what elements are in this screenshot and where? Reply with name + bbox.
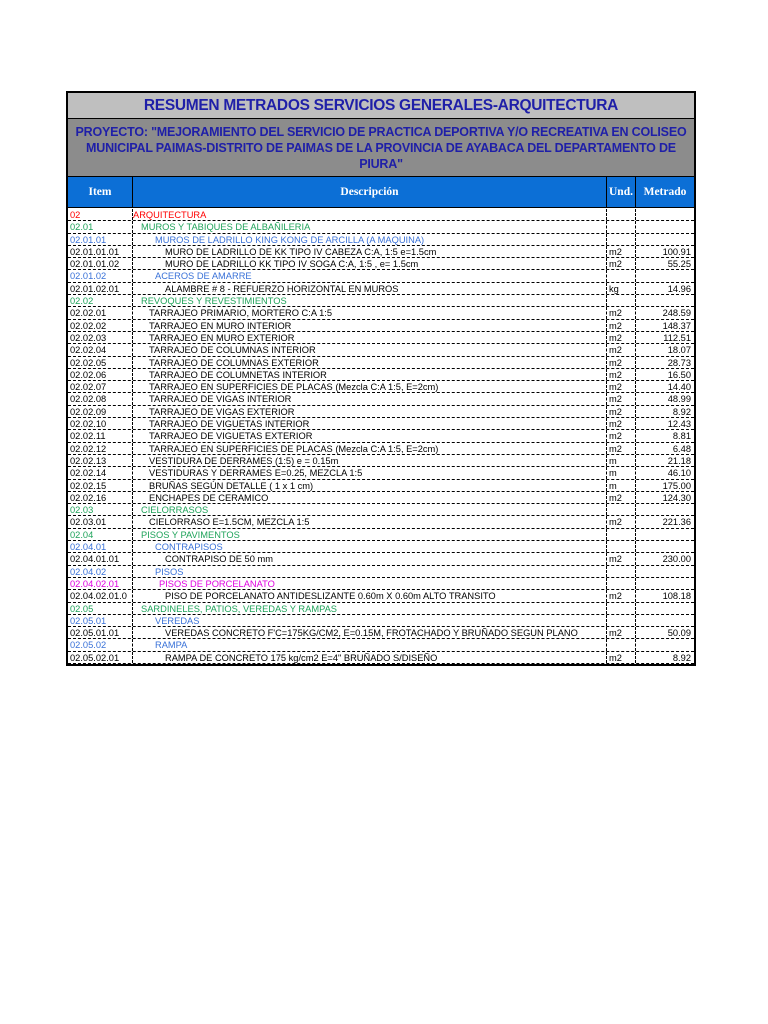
table-row <box>68 258 694 270</box>
cell-quantity: 175.00 <box>662 480 691 491</box>
table-row <box>68 369 694 381</box>
cell-unit: m2 <box>607 246 636 257</box>
table-row <box>68 578 694 590</box>
cell-description: MUROS DE LADRILLO KING KONG DE ARCILLA (A MAQUINA) <box>133 234 607 245</box>
table-row <box>68 467 694 479</box>
table-row <box>68 307 694 319</box>
cell-item-code: 02.02.05 <box>68 357 133 368</box>
cell-unit: m2 <box>607 443 636 454</box>
cell-unit: m2 <box>607 307 636 318</box>
table-row <box>68 590 694 602</box>
cell-unit: m2 <box>607 430 636 441</box>
cell-unit <box>607 221 636 232</box>
table-row <box>68 234 694 246</box>
cell-description: CONTRAPISO DE 50 mm <box>133 553 607 564</box>
cell-description: TARRAJEO DE VIGUETAS INTERIOR <box>133 418 607 429</box>
cell-item-code: 02.01.01 <box>68 234 133 245</box>
cell-unit <box>607 209 636 220</box>
cell-quantity <box>636 529 694 540</box>
table-row <box>68 270 694 282</box>
cell-item-code: 02.02.11 <box>68 430 133 441</box>
table-row <box>68 406 694 418</box>
cell-quantity: 14.40 <box>667 382 691 393</box>
cell-description: ALAMBRE # 8 - REFUERZO HORIZONTAL EN MUROS <box>133 283 607 294</box>
cell-quantity <box>636 504 694 515</box>
cell-item-code: 02.02.04 <box>68 344 133 355</box>
cell-description: RAMPA DE CONCRETO 175 kg/cm2 E=4" BRUÑADO S/DISEÑO <box>133 652 607 663</box>
cell-quantity <box>636 234 694 245</box>
cell-unit <box>607 639 636 650</box>
cell-unit: m2 <box>607 332 636 343</box>
cell-quantity: 148.37 <box>662 320 691 331</box>
table-row <box>68 283 694 295</box>
cell-item-code: 02.04.01 <box>68 541 133 552</box>
cell-unit: m2 <box>607 381 636 392</box>
cell-unit <box>607 270 636 281</box>
cell-description: CIELORRASO E=1.5CM, MEZCLA 1:5 <box>133 516 607 527</box>
cell-quantity <box>636 270 694 281</box>
cell-item-code: 02.04.02 <box>68 566 133 577</box>
cell-description: VESTIDURAS Y DERRAMES E=0.25, MEZCLA 1:5 <box>133 467 607 478</box>
metrados-summary-sheet <box>66 91 696 666</box>
cell-quantity <box>636 639 694 650</box>
cell-quantity <box>636 295 694 306</box>
cell-description: TARRAJEO DE VIGAS EXTERIOR <box>133 406 607 417</box>
cell-description: VESTIDURA DE DERRAMES (1:5) e = 0.15m <box>133 455 607 466</box>
table-row <box>68 615 694 627</box>
cell-quantity <box>636 209 694 220</box>
cell-item-code: 02.04.02.01 <box>68 578 133 589</box>
cell-item-code: 02.02 <box>68 295 133 306</box>
cell-description: PISOS Y PAVIMENTOS <box>133 529 607 540</box>
cell-quantity <box>636 541 694 552</box>
cell-description: TARRAJEO EN MURO INTERIOR <box>133 320 607 331</box>
cell-description: TARRAJEO DE COLUMNETAS INTERIOR <box>133 369 607 380</box>
cell-item-code: 02.05.01 <box>68 615 133 626</box>
sheet-title: RESUMEN METRADOS SERVICIOS GENERALES-ARQUITECTURA <box>68 93 694 119</box>
project-line-1: PROYECTO: "MEJORAMIENTO DEL SERVICIO DE PRACTICA DEPORTIVA Y/O RECREATIVA EN COLISEO <box>75 124 687 139</box>
cell-unit <box>607 234 636 245</box>
cell-item-code: 02.02.02 <box>68 320 133 331</box>
cell-item-code: 02.02.10 <box>68 418 133 429</box>
cell-item-code: 02.02.16 <box>68 492 133 503</box>
table-row <box>68 418 694 430</box>
cell-unit: kg <box>607 283 636 294</box>
cell-quantity: 230.00 <box>662 554 691 565</box>
cell-quantity: 50.09 <box>667 628 691 639</box>
cell-item-code: 02.02.01 <box>68 307 133 318</box>
cell-description: VEREDAS CONCRETO F'C=175KG/CM2, E=0.15M, FROTACHADO Y BRUÑADO SEGUN PLANO <box>133 627 607 638</box>
cell-quantity: 8.92 <box>672 652 691 663</box>
table-row <box>68 553 694 565</box>
cell-item-code: 02.02.06 <box>68 369 133 380</box>
table-row <box>68 320 694 332</box>
cell-quantity <box>636 578 694 589</box>
cell-description: PISO DE PORCELANATO ANTIDESLIZANTE 0.60m X 0.60m ALTO TRANSITO <box>133 590 607 601</box>
cell-unit: m2 <box>607 492 636 503</box>
cell-unit: m2 <box>607 652 636 663</box>
cell-item-code: 02.02.07 <box>68 381 133 392</box>
cell-item-code: 02.02.03 <box>68 332 133 343</box>
cell-description: RAMPA <box>133 639 607 650</box>
cell-quantity: 18.07 <box>667 345 691 356</box>
cell-quantity: 48.99 <box>667 394 691 405</box>
table-row <box>68 627 694 639</box>
table-row <box>68 529 694 541</box>
cell-quantity: 100.91 <box>662 246 691 257</box>
cell-unit: m2 <box>607 516 636 527</box>
cell-unit: m2 <box>607 320 636 331</box>
cell-description: TARRAJEO PRIMARIO, MORTERO C:A 1:5 <box>133 307 607 318</box>
cell-quantity: 21.18 <box>667 455 691 466</box>
project-description <box>68 119 694 177</box>
cell-description: REVOQUES Y REVESTIMIENTOS <box>133 295 607 306</box>
cell-item-code: 02.03 <box>68 504 133 515</box>
cell-item-code: 02.01.02 <box>68 270 133 281</box>
cell-item-code: 02.03.01 <box>68 516 133 527</box>
cell-item-code: 02.01.01.01 <box>68 246 133 257</box>
table-row <box>68 332 694 344</box>
cell-unit: m <box>607 467 636 478</box>
cell-description: MURO DE LADRILLO DE KK TIPO IV CABEZA C:A, 1:5 e=1.5cm <box>133 246 607 257</box>
table-row <box>68 381 694 393</box>
cell-unit: m2 <box>607 344 636 355</box>
cell-quantity: 8.92 <box>672 406 691 417</box>
table-row <box>68 344 694 356</box>
cell-item-code: 02.02.12 <box>68 443 133 454</box>
cell-description: CONTRAPISOS <box>133 541 607 552</box>
cell-description: SARDINELES, PATIOS, VEREDAS Y RAMPAS <box>133 603 607 614</box>
table-row <box>68 603 694 615</box>
cell-quantity: 46.10 <box>667 468 691 479</box>
cell-unit: m <box>607 480 636 491</box>
cell-unit: m2 <box>607 590 636 601</box>
column-header-unit: Und. <box>607 177 636 207</box>
column-header-description: Descripción <box>133 177 607 207</box>
table-row <box>68 504 694 516</box>
table-body <box>68 208 694 664</box>
cell-quantity: 221.36 <box>662 517 691 528</box>
cell-item-code: 02.05 <box>68 603 133 614</box>
cell-unit: m2 <box>607 553 636 564</box>
cell-unit: m2 <box>607 406 636 417</box>
table-row <box>68 357 694 369</box>
cell-unit: m2 <box>607 418 636 429</box>
cell-description: ARQUITECTURA <box>133 209 607 220</box>
cell-quantity: 6.48 <box>672 443 691 454</box>
cell-unit <box>607 603 636 614</box>
cell-item-code: 02.05.01.01 <box>68 627 133 638</box>
cell-description: TARRAJEO EN SUPERFICIES DE PLACAS (Mezcla C:A 1:5, E=2cm) <box>133 443 607 454</box>
cell-description: TARRAJEO DE COLUMNAS EXTERIOR <box>133 357 607 368</box>
cell-description: PISOS DE PORCELANATO <box>133 578 607 589</box>
table-row <box>68 295 694 307</box>
cell-unit: m2 <box>607 369 636 380</box>
cell-quantity: 124.30 <box>662 492 691 503</box>
cell-description: PISOS <box>133 566 607 577</box>
cell-quantity: 14.96 <box>667 283 691 294</box>
cell-item-code: 02.05.02.01 <box>68 652 133 663</box>
cell-description: ENCHAPES DE CERAMICO <box>133 492 607 503</box>
cell-description: TARRAJEO DE VIGAS INTERIOR <box>133 393 607 404</box>
cell-description: BRUÑAS SEGÚN DETALLE ( 1 x 1 cm) <box>133 480 607 491</box>
cell-description: ACEROS DE AMARRE <box>133 270 607 281</box>
cell-item-code: 02.04.02.01.0 <box>68 590 133 601</box>
cell-description: MURO DE LADRILLO KK TIPO IV SOGA C:A, 1:5 , e= 1.5cm <box>133 258 607 269</box>
cell-item-code: 02.02.13 <box>68 455 133 466</box>
cell-unit: m <box>607 455 636 466</box>
table-row <box>68 221 694 233</box>
cell-unit <box>607 578 636 589</box>
cell-unit <box>607 504 636 515</box>
column-header-item: Item <box>68 177 133 207</box>
cell-quantity: 16.50 <box>667 369 691 380</box>
cell-item-code: 02.01.02.01 <box>68 283 133 294</box>
column-header-quantity: Metrado <box>643 186 687 198</box>
cell-item-code: 02.05.02 <box>68 639 133 650</box>
cell-unit <box>607 529 636 540</box>
cell-quantity: 55.25 <box>667 259 691 270</box>
cell-item-code: 02.02.15 <box>68 480 133 491</box>
cell-unit: m2 <box>607 627 636 638</box>
cell-description: CIELORRASOS <box>133 504 607 515</box>
table-row <box>68 652 694 664</box>
cell-description: TARRAJEO EN SUPERFICIES DE PLACAS (Mezcla C:A 1:5, E=2cm) <box>133 381 607 392</box>
cell-quantity: 8.81 <box>672 431 691 442</box>
table-row <box>68 541 694 553</box>
cell-unit <box>607 541 636 552</box>
cell-unit <box>607 295 636 306</box>
cell-item-code: 02.02.09 <box>68 406 133 417</box>
cell-unit <box>607 615 636 626</box>
cell-quantity: 12.43 <box>667 419 691 430</box>
cell-description: MUROS Y TABIQUES DE ALBAÑILERIA <box>133 221 607 232</box>
cell-item-code: 02.02.14 <box>68 467 133 478</box>
table-row <box>68 209 694 221</box>
cell-unit <box>607 566 636 577</box>
table-row <box>68 492 694 504</box>
cell-item-code: 02.01.01.02 <box>68 258 133 269</box>
cell-unit: m2 <box>607 357 636 368</box>
cell-description: TARRAJEO DE VIGUETAS EXTERIOR <box>133 430 607 441</box>
table-row <box>68 516 694 528</box>
cell-description: VEREDAS <box>133 615 607 626</box>
cell-quantity: 112.51 <box>663 332 691 343</box>
cell-quantity <box>636 566 694 577</box>
cell-quantity: 28.73 <box>667 357 691 368</box>
table-row <box>68 480 694 492</box>
cell-unit: m2 <box>607 393 636 404</box>
table-row <box>68 443 694 455</box>
cell-quantity: 248.59 <box>662 308 691 319</box>
table-row <box>68 430 694 442</box>
cell-item-code: 02.04 <box>68 529 133 540</box>
cell-unit: m2 <box>607 258 636 269</box>
table-row <box>68 566 694 578</box>
cell-description: TARRAJEO DE COLUMNAS INTERIOR <box>133 344 607 355</box>
cell-quantity <box>636 603 694 614</box>
cell-quantity <box>636 221 694 232</box>
project-line-2: MUNICIPAL PAIMAS-DISTRITO DE PAIMAS DE LA PROVINCIA DE AYABACA DEL DEPARTAMENTO DE PIURA" <box>86 140 676 171</box>
table-row <box>68 455 694 467</box>
cell-item-code: 02.01 <box>68 221 133 232</box>
cell-quantity: 108.18 <box>662 591 691 602</box>
table-header-row <box>68 177 694 208</box>
table-row <box>68 639 694 651</box>
table-row <box>68 246 694 258</box>
cell-item-code: 02.04.01.01 <box>68 553 133 564</box>
cell-quantity <box>636 615 694 626</box>
cell-item-code: 02 <box>68 209 133 220</box>
table-row <box>68 393 694 405</box>
cell-item-code: 02.02.08 <box>68 393 133 404</box>
cell-description: TARRAJEO EN MURO EXTERIOR <box>133 332 607 343</box>
